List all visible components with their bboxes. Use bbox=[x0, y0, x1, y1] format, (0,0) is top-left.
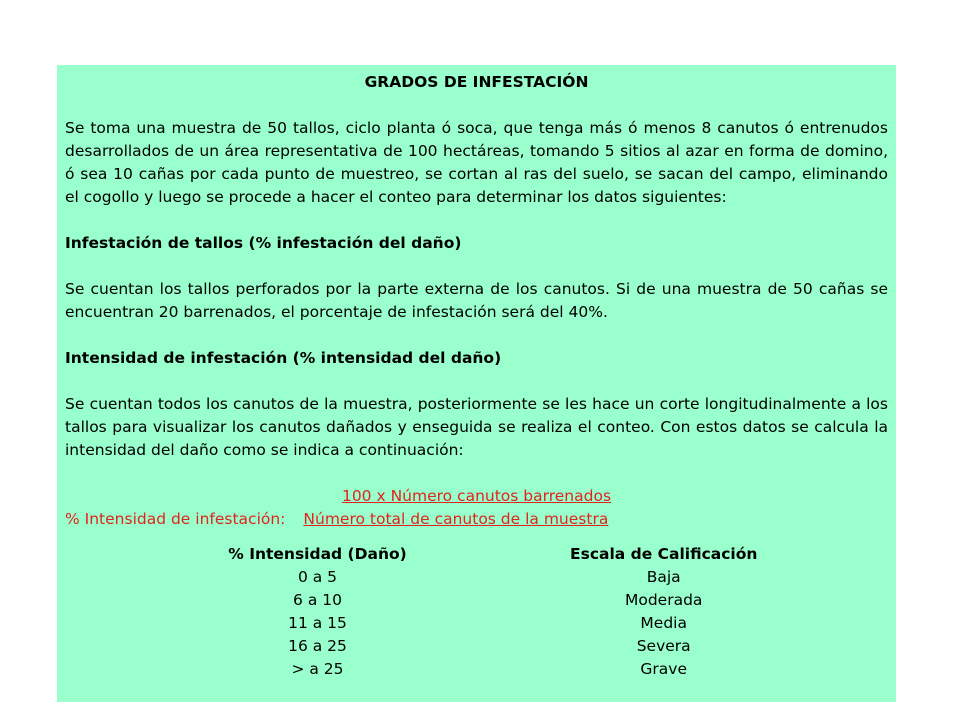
scale-cell: Baja bbox=[646, 568, 681, 586]
intensity-cell: 16 a 25 bbox=[288, 637, 347, 655]
section2-paragraph: Se cuentan todos los canutos de la muestra, posteriormente se les hace un corte longitudinalmente a los tallos para visualizar los canutos dañados y enseguida se realiza el conteo. Con estos datos se calcula la intensidad del daño como se indica a continuación: bbox=[65, 395, 888, 459]
formula-numerator: 100 x Número canutos barrenados bbox=[341, 487, 612, 505]
table-row bbox=[65, 612, 757, 635]
section1-paragraph: Se cuentan los tallos perforados por la parte externa de los canutos. Si de una muestra de 50 cañas se encuentran 20 barrenados, el porcentaje de infestación será del 40%. bbox=[65, 280, 888, 321]
table-row bbox=[65, 566, 757, 589]
scale-cell: Grave bbox=[640, 660, 687, 678]
section1-heading: Infestación de tallos (% infestación del daño) bbox=[65, 234, 462, 252]
scale-cell: Media bbox=[640, 614, 687, 632]
spacer bbox=[65, 255, 888, 278]
spacer bbox=[65, 531, 888, 543]
formula-label: % Intensidad de infestación: bbox=[65, 510, 286, 528]
table-row bbox=[65, 658, 757, 681]
content-panel bbox=[57, 65, 896, 702]
intensity-cell: 11 a 15 bbox=[288, 614, 347, 632]
scale-cell: Severa bbox=[636, 637, 691, 655]
formula-denominator: Número total de canutos de la muestra bbox=[303, 510, 609, 528]
document-title: GRADOS DE INFESTACIÓN bbox=[364, 73, 589, 91]
scale-cell: Moderada bbox=[624, 591, 703, 609]
table-row bbox=[65, 635, 757, 658]
formula-line bbox=[65, 508, 888, 531]
intensity-cell: > a 25 bbox=[291, 660, 344, 678]
column-header-intensity: % Intensidad (Daño) bbox=[228, 545, 407, 563]
scale-table bbox=[65, 543, 757, 681]
intensity-cell: 6 a 10 bbox=[293, 591, 342, 609]
intro-paragraph: Se toma una muestra de 50 tallos, ciclo planta ó soca, que tenga más ó menos 8 canutos ó entrenudos desarrollados de un área representativa de 100 hectáreas, tomando 5 sitios al azar en forma de domino, ó sea 10 cañas por cada punto de muestreo, se cortan al ras del suelo, se sacan del campo, eliminando el cogollo y luego se procede a hacer el conteo para determinar los datos siguientes: bbox=[65, 119, 888, 206]
spacer bbox=[65, 462, 888, 485]
table-row bbox=[65, 589, 757, 612]
spacer bbox=[65, 370, 888, 393]
spacer bbox=[65, 209, 888, 232]
spacer bbox=[65, 324, 888, 347]
table-header-row bbox=[65, 543, 757, 566]
intensity-cell: 0 a 5 bbox=[297, 568, 338, 586]
section2-heading: Intensidad de infestación (% intensidad del daño) bbox=[65, 349, 502, 367]
column-header-scale: Escala de Calificación bbox=[570, 545, 758, 563]
spacer bbox=[65, 94, 888, 117]
